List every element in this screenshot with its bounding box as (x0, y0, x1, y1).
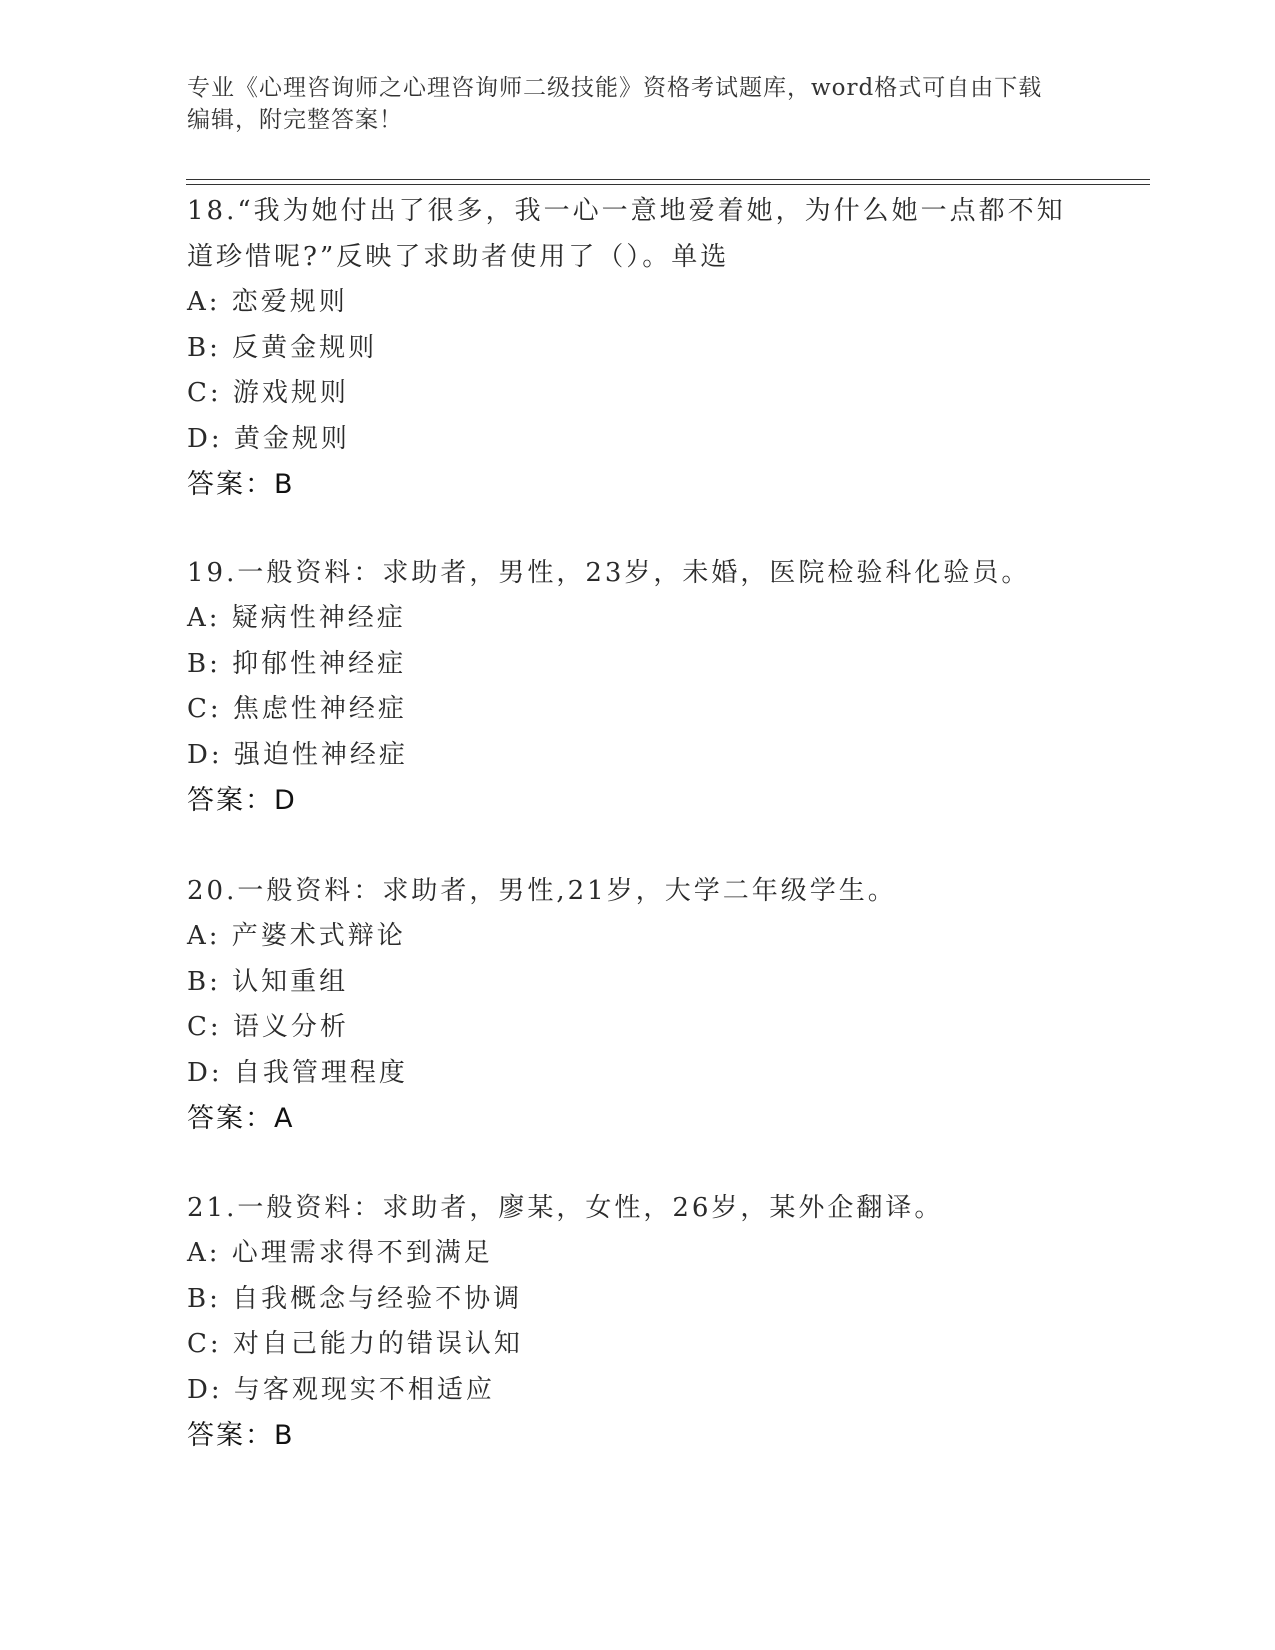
question-21 (187, 1185, 1087, 1459)
header-line-1: 专业《心理咨询师之心理咨询师二级技能》资格考试题库，word格式可自由下载 (187, 75, 1043, 101)
header-line-2: 编辑，附完整答案！ (187, 107, 403, 133)
option-a: A: 疑病性神经症 (187, 603, 406, 633)
question-stem-line: 21.一般资料：求助者，廖某，女性，26岁，某外企翻译。 (187, 1193, 944, 1223)
option-c: C: 对自己能力的错误认知 (187, 1329, 523, 1359)
option-b: B: 抑郁性神经症 (187, 648, 407, 679)
option-b: B: 认知重组 (187, 966, 349, 997)
option-a: A: 恋爱规则 (187, 287, 348, 317)
option-c: C: 焦虑性神经症 (187, 694, 407, 724)
question-20 (187, 868, 1087, 1142)
option-a: A: 产婆术式辩论 (187, 921, 406, 951)
option-a: A: 心理需求得不到满足 (187, 1238, 493, 1268)
question-stem-line: 20.一般资料：求助者，男性,21岁，大学二年级学生。 (187, 876, 897, 906)
option-c: C: 游戏规则 (187, 378, 349, 408)
option-d: D: 黄金规则 (187, 423, 350, 454)
option-b: B: 反黄金规则 (187, 332, 378, 363)
answer-line: 答案：D (187, 785, 297, 816)
option-d: D: 与客观现实不相适应 (187, 1374, 495, 1405)
question-stem-line: 道珍惜呢?”反映了求助者使用了（）。单选 (187, 242, 730, 272)
question-stem-line: 18.“我为她付出了很多，我一心一意地爱着她，为什么她一点都不知 (187, 196, 1066, 226)
question-stem-line: 19.一般资料：求助者，男性，23岁，未婚，医院检验科化验员。 (187, 558, 1031, 588)
answer-line: 答案：B (187, 1420, 295, 1451)
option-b: B: 自我概念与经验不协调 (187, 1283, 523, 1314)
answer-line: 答案：A (187, 1103, 295, 1134)
option-d: D: 强迫性神经症 (187, 739, 408, 770)
question-18 (187, 188, 1087, 508)
header-divider-bottom (186, 184, 1150, 185)
answer-line: 答案：B (187, 469, 295, 500)
header-divider-top (186, 179, 1150, 180)
option-d: D: 自我管理程度 (187, 1057, 408, 1088)
document-header (187, 72, 1067, 136)
question-19 (187, 550, 1087, 824)
option-c: C: 语义分析 (187, 1012, 349, 1042)
